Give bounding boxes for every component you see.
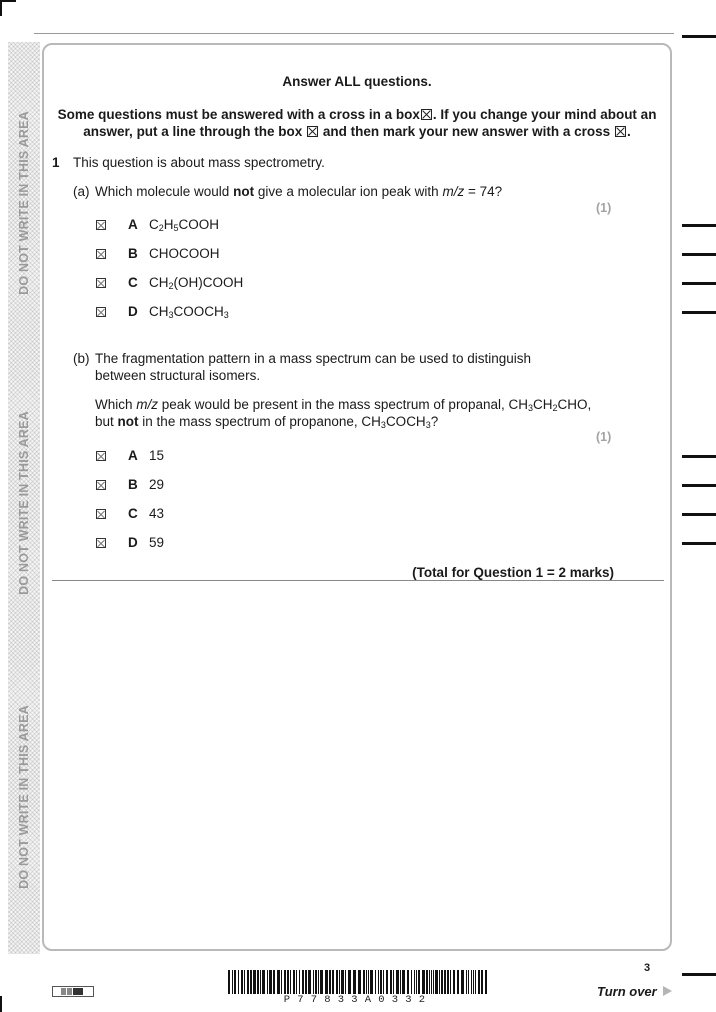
margin-tick [682,253,716,256]
crop-mark [0,0,2,16]
answer-box-b-C[interactable] [96,509,106,519]
option-letter: B [128,477,138,492]
top-rule [34,33,674,34]
answer-box-b-B[interactable] [96,480,106,490]
question-stem: This question is about mass spectrometry. [73,155,325,170]
margin-tick [682,35,716,38]
margin-tick [682,224,716,227]
barcode-text: P77833A0332 [283,994,433,1006]
margin-warning: DO NOT WRITE IN THIS AREA [17,411,32,595]
turn-over-label: Turn over [597,984,657,999]
margin-tick [682,484,716,487]
margin-tick [682,973,716,976]
part-b-label: (b) [73,351,90,366]
option-formula: CHOCOOH [149,246,220,261]
option-letter: D [128,535,138,550]
option-letter: C [128,506,138,521]
option-letter: B [128,246,138,261]
crop-mark [0,996,2,1012]
part-b-marks: (1) [596,430,612,444]
part-b-intro-line-2: between structural isomers. [95,368,261,383]
option-letter: C [128,275,138,290]
page-number: 3 [644,962,651,974]
option-letter: D [128,304,138,319]
margin-tick [682,455,716,458]
option-formula: $CH_2(OH)COOH$ [149,275,244,291]
margin-warning: DO NOT WRITE IN THIS AREA [17,111,32,295]
instructions-line-1: Some questions must be answered with a cross in a box . If you change your mind about an [57,107,657,122]
option-value: 43 [149,506,165,521]
option-value: 59 [149,535,165,550]
crop-mark [0,0,16,2]
part-a-question: Which molecule would not give a molecular ion peak with m/z = 74? [95,184,503,199]
part-b-question-line-2: but not in the mass spectrum of propanone, $CH_3COCH_3$? [95,414,439,430]
margin-tick [682,542,716,545]
answer-box-a-D[interactable] [96,307,106,317]
margin-tick [682,513,716,516]
total-rule [52,580,664,581]
part-b-intro-line-1: The fragmentation pattern in a mass spectrum can be used to distinguish [95,351,531,366]
footer-marker [52,986,94,997]
page-heading: Answer ALL questions. [282,74,432,89]
answer-box-b-D[interactable] [96,538,106,548]
option-letter: A [128,217,138,232]
part-a-label: (a) [73,184,90,199]
option-value: 29 [149,477,165,492]
margin-tick [682,282,716,285]
question-total: (Total for Question 1 = 2 marks) [412,565,614,580]
part-b-question-line-1: Which m/z peak would be present in the mass spectrum of propanal, $CH_3CH_2CHO$, [95,397,592,413]
margin-tick [682,311,716,314]
answer-frame [42,43,672,951]
margin-warning: DO NOT WRITE IN THIS AREA [17,705,32,889]
instructions-line-2: answer, put a line through the box and then mark your new answer with a cross . [83,124,631,139]
option-letter: A [128,448,138,463]
part-a-marks: (1) [596,201,612,215]
cross-box-icon [615,126,626,137]
barcode-icon [228,970,488,994]
option-formula: $C_2H_5COOH$ [149,217,220,233]
answer-box-b-A[interactable] [96,451,106,461]
answer-box-a-C[interactable] [96,278,106,288]
answer-box-a-A[interactable] [96,220,106,230]
option-formula: $CH_3COOCH_3$ [149,304,229,320]
answer-box-a-B[interactable] [96,249,106,259]
struck-box-icon [307,126,318,137]
turn-over-arrow-icon [663,986,672,996]
option-value: 15 [149,448,165,463]
cross-box-icon [421,109,432,120]
question-number: 1 [52,155,60,170]
